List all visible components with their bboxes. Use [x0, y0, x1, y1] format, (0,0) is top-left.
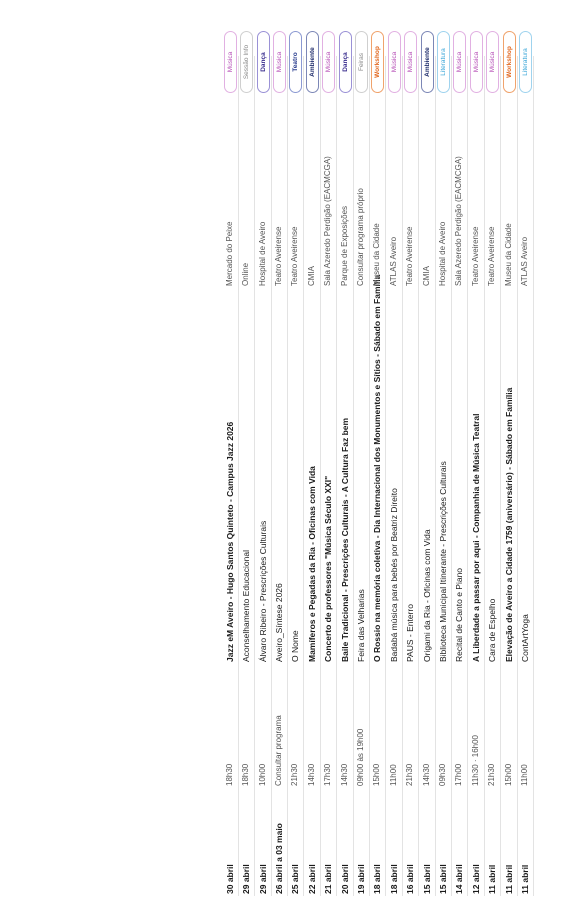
category-badge: Dança [257, 31, 270, 93]
event-title: Baile Tradicional - Prescrições Culturais - A Cultura Faz bem [339, 417, 350, 662]
event-row [369, 0, 386, 906]
event-date: 14 abril [454, 864, 465, 894]
event-title: O Rossio na memória coletiva - Dia Internacional dos Monumentos e Sítios - Sábado em Família [372, 274, 383, 662]
event-time: 17h00 [454, 763, 464, 786]
event-time: 14h30 [421, 763, 431, 786]
event-date: 18 abril [372, 864, 383, 894]
category-badge: Música [470, 31, 483, 93]
event-title: Álvaro Ribeiro - Prescrições Culturais [257, 520, 268, 662]
event-date: 20 abril [339, 864, 350, 894]
event-venue: Teatro Aveirense [405, 226, 415, 286]
category-badge: Literatura [437, 31, 450, 93]
event-time: 11h00 [520, 764, 529, 786]
row-divider [484, 56, 485, 896]
category-badge: Dança [339, 31, 352, 93]
event-row [402, 0, 419, 906]
category-badge: Música [388, 31, 401, 93]
event-row [484, 0, 501, 906]
event-row [419, 0, 436, 906]
event-row [501, 0, 518, 906]
event-row [255, 0, 272, 906]
event-title: Recital de Canto e Piano [454, 567, 465, 662]
row-divider [418, 56, 419, 896]
event-venue: CMIA [421, 266, 431, 286]
event-title: Mamíferos e Pegadas da Ria - Oficinas com Vida [306, 466, 317, 662]
event-time: 09h30 [438, 763, 447, 786]
event-date: 16 abril [405, 864, 416, 894]
event-row [238, 0, 255, 906]
event-time: 11h30 · 16h00 [470, 734, 480, 786]
event-venue: Teatro Aveirense [274, 226, 283, 286]
row-divider [517, 56, 518, 896]
event-date: 12 abril [470, 864, 481, 894]
event-date: 26 abril a 03 maio [274, 823, 284, 894]
event-venue: ATLAS Aveiro [388, 236, 398, 286]
event-venue: Teatro Aveirense [487, 226, 497, 286]
category-badge: Literatura [519, 31, 532, 93]
event-date: 11 abril [503, 864, 514, 894]
event-date: 15 abril [421, 864, 432, 894]
event-row [337, 0, 354, 906]
event-date: 25 abril [290, 864, 301, 894]
event-title: Feira das Velharias [356, 589, 366, 662]
event-row [386, 0, 403, 906]
event-venue: Hospital de Aveiro [257, 221, 267, 286]
event-time: 21h30 [487, 763, 497, 786]
event-row [517, 0, 534, 906]
event-date: 29 abril [241, 864, 252, 894]
row-divider [320, 56, 321, 896]
event-row [451, 0, 468, 906]
event-time: 18h30 [224, 763, 234, 786]
event-venue: CMIA [306, 266, 316, 286]
event-date: 22 abril [306, 864, 317, 894]
row-divider [467, 56, 468, 896]
event-title: Cara de Espelho [487, 598, 498, 662]
event-venue: Sala Azeredo Perdigão (EACMCGA) [454, 156, 464, 286]
event-title: Elevação de Aveiro a Cidade 1759 (aniversário) - Sábado em Família [503, 387, 514, 662]
event-title: ContArtYoga [520, 614, 530, 662]
event-date: 11 abril [520, 864, 530, 894]
event-time: 14h30 [306, 763, 316, 786]
row-divider [336, 56, 337, 896]
event-row [222, 0, 239, 906]
category-badge: Teatro [289, 31, 302, 93]
row-divider [353, 56, 354, 896]
event-title: Concerto de professores "Música Século XXI" [323, 475, 334, 662]
event-title: Badabá música para bebés por Beatriz Direito [388, 488, 399, 662]
category-badge: Workshop [371, 31, 384, 93]
category-badge: Música [224, 31, 237, 93]
event-date: 11 abril [487, 864, 498, 894]
row-divider [402, 56, 403, 896]
event-row [320, 0, 337, 906]
event-title: O Nome [290, 630, 301, 662]
event-row [287, 0, 304, 906]
event-time: 09h00 às 19h00 [356, 728, 365, 786]
event-row [304, 0, 321, 906]
row-divider [451, 56, 452, 896]
row-divider [533, 56, 534, 896]
event-title: Aconselhamento Educacional [241, 550, 252, 662]
category-badge: Música [486, 31, 499, 93]
event-time: Consultar programa [274, 715, 283, 786]
category-badge: Ambiente [421, 31, 434, 93]
event-time: 10h00 [257, 763, 267, 786]
row-divider [500, 56, 501, 896]
event-time: 17h30 [323, 763, 333, 786]
event-title: Biblioteca Municipal Itinerante - Prescrições Culturais [438, 461, 448, 662]
event-time: 11h00 [388, 764, 398, 786]
event-title: Aveiro_Síntese 2026 [274, 583, 284, 662]
category-badge: Feiras [355, 31, 368, 93]
event-time: 15h00 [372, 763, 382, 786]
event-venue: Online [241, 262, 251, 286]
event-title: Jazz eM Aveiro - Hugo Santos Quinteto - Campus Jazz 2026 [224, 421, 235, 662]
event-time: 15h00 [503, 763, 513, 786]
event-row [435, 0, 452, 906]
event-title: PAUS - Enterro [405, 604, 416, 662]
event-row [353, 0, 370, 906]
row-divider [254, 56, 255, 896]
event-row [271, 0, 288, 906]
row-divider [238, 56, 239, 896]
event-date: 30 abril [224, 864, 235, 894]
row-divider [303, 56, 304, 896]
event-venue: Consultar programa próprio [356, 188, 365, 286]
event-time: 21h30 [290, 763, 300, 786]
event-time: 21h30 [405, 763, 415, 786]
event-venue: Parque de Exposições [339, 205, 349, 286]
row-divider [435, 56, 436, 896]
event-date: 15 abril [438, 864, 448, 894]
category-badge: Workshop [503, 31, 516, 93]
event-date: 21 abril [323, 864, 334, 894]
category-badge: Música [453, 31, 466, 93]
category-badge: Ambiente [306, 31, 319, 93]
event-title: A Liberdade a passar por aqui - Companhia de Música Teatral [470, 413, 481, 662]
row-divider [287, 56, 288, 896]
event-row [468, 0, 485, 906]
category-badge: Música [404, 31, 417, 93]
row-divider [385, 56, 386, 896]
event-time: 14h30 [339, 763, 349, 786]
event-venue: Teatro Aveirense [470, 226, 480, 286]
event-venue: Teatro Aveirense [290, 226, 300, 286]
category-badge: Sessão Info [240, 31, 253, 93]
category-badge: Música [273, 31, 286, 93]
event-title: Origami da Ria - Oficinas com Vida [421, 529, 432, 662]
event-venue: ATLAS Aveiro [520, 236, 529, 286]
event-date: 18 abril [388, 864, 399, 894]
event-time: 18h30 [241, 763, 251, 786]
event-venue: Mercado do Peixe [224, 221, 234, 286]
event-venue: Sala Azeredo Perdigão (EACMCGA) [323, 156, 333, 286]
event-venue: Museu da Cidade [503, 223, 513, 286]
row-divider [369, 56, 370, 896]
event-venue: Hospital de Aveiro [438, 221, 447, 286]
event-date: 29 abril [257, 864, 268, 894]
event-date: 19 abril [356, 864, 366, 894]
category-badge: Música [322, 31, 335, 93]
event-venue: Museu da Cidade [372, 223, 382, 286]
row-divider [271, 56, 272, 896]
